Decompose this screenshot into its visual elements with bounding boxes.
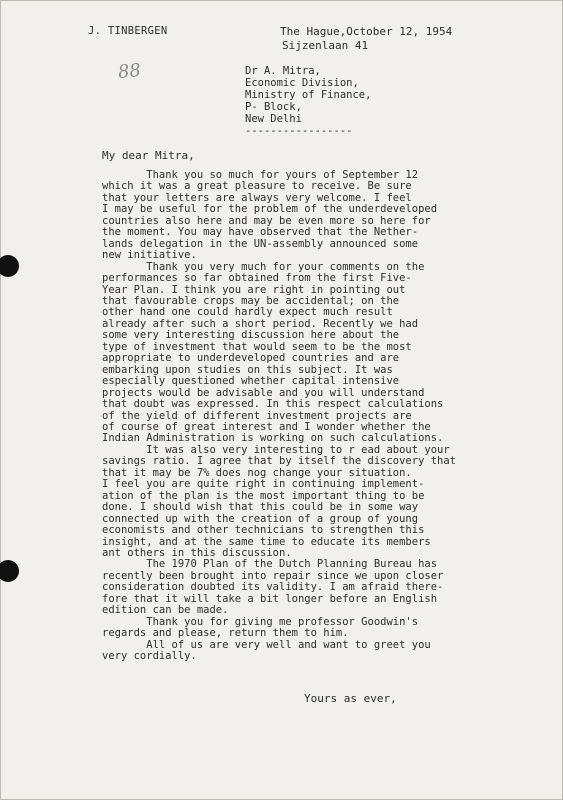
body-line: edition can be made. [102,604,229,617]
body-line: done. I should wish that this could be in some way [102,501,419,514]
salutation: My dear Mitra, [102,149,195,162]
body-line: Year Plan. I think you are right in pointing out [102,283,406,296]
body-line: new initiative. [102,249,197,262]
body-line: ation of the plan is the most important thing to be [102,489,425,502]
recipient-underline: ----------------- [245,125,353,137]
body-line: fore that it will take a bit longer before an English [102,592,438,605]
closing: Yours as ever, [304,692,397,705]
body-line: connected up with the creation of a group of young [102,512,419,525]
body-line: ant others in this discussion. [102,546,292,559]
body-line: I may be useful for the problem of the underdeveloped [102,203,438,216]
punch-hole [0,255,19,277]
body-line: recently been brought into repair since we upon closer [102,569,444,582]
body-line: that your letters are always very welcome. I feel [102,191,412,204]
punch-hole [0,560,19,582]
recipient-line: Dr A. Mitra, [245,65,321,77]
letter-body [102,170,456,662]
body-line: other hand one could hardly expect much result [102,306,393,319]
body-line: of course of great interest and I wonder whether the [102,420,431,433]
recipient-address [245,65,371,137]
body-line: embarking upon studies on this subject. It was [102,363,393,376]
body-line: appropriate to underdeveloped countries and are [102,352,400,365]
recipient-line: Economic Division, [245,77,359,89]
recipient-line: Ministry of Finance, [245,89,372,101]
body-line: some very interesting discussion here about the [102,329,400,342]
body-line: economists and other technicians to strengthen this [102,524,425,537]
address-line: Sijzenlaan 41 [282,39,369,52]
body-line: The 1970 Plan of the Dutch Planning Bureau has [102,558,438,571]
body-line: that it may be 7% does nog change your situation. [102,466,412,479]
body-line: the moment. You may have observed that the Nether- [102,226,419,239]
body-line: insight, and at the same time to educate its members [102,535,431,548]
body-line: consideration doubted its validity. I am afraid there- [102,581,444,594]
body-line: that doubt was expressed. In this respect calculations [102,398,444,411]
body-line: projects would be advisable and you will understand [102,386,425,399]
recipient-line: P- Block, [245,101,302,113]
body-line: Thank you very much for your comments on the [102,260,425,273]
body-line: Thank you for giving me professor Goodwin's [102,615,419,628]
body-line: All of us are very well and want to greet you [102,638,431,651]
body-line: type of investment that would seem to be the most [102,340,412,353]
body-line: already after such a short period. Recently we had [102,317,419,330]
body-line: especially questioned whether capital intensive [102,375,400,388]
body-line: I feel you are quite right in continuing implement- [102,478,425,491]
body-line: which it was a great pleasure to receive. Be sure [102,180,412,193]
body-line: that favourable crops may be accidental; on the [102,294,400,307]
handwritten-annotation: 88 [116,59,142,84]
body-line: regards and please, return them to him. [102,627,349,640]
body-line: savings ratio. I agree that by itself the discovery that [102,455,457,468]
body-line: Indian Administration is working on such calculations. [102,432,444,445]
body-line: It was also very interesting to r ead about your [102,443,450,456]
body-line: performances so far obtained from the first Five- [102,272,412,285]
body-line: very cordially. [102,650,197,663]
body-line: countries also here and may be even more so here for [102,214,431,227]
recipient-line: New Delhi [245,113,302,125]
date-line: The Hague,October 12, 1954 [280,25,453,38]
body-line: of the yield of different investment projects are [102,409,412,422]
body-line: Thank you so much for yours of September 12 [102,169,419,181]
letterhead-name: J. TINBERGEN [88,25,168,37]
body-line: lands delegation in the UN-assembly announced some [102,237,419,250]
